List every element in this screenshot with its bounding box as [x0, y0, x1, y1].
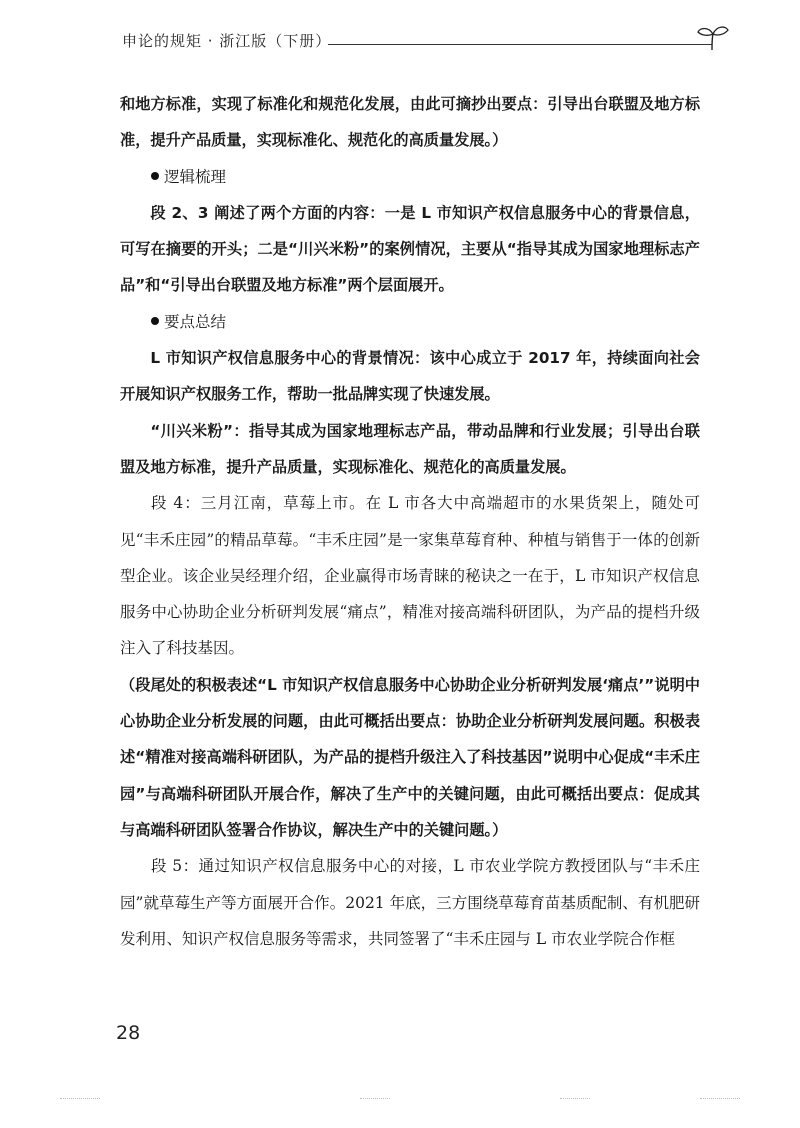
page-body [120, 86, 700, 957]
paragraph-section-4-analysis: （段尾处的积极表述“L 市知识产权信息服务中心协助企业分析研判发展‘痛点’”说明中心协助企业分析发展的问题，由此可概括出要点：协助企业分析研判发展问题。积极表述“精准对接高端科研团队，为产品的提档升级注入了科技基因”说明中心促成“丰禾庄园”与高端科研团队开展合作，解决了生产中的关键问题，由此可概括出要点：促成其与高端科研团队签署合作协议，解决生产中的关键问题。） [120, 675, 700, 839]
heading-label: 要点总结 [164, 312, 227, 331]
scan-artifact [60, 1098, 100, 1102]
paragraph-section-4: 段 4：三月江南，草莓上市。在 L 市各大中高端超市的水果货架上，随处可见“丰禾庄园”的精品草莓。“丰禾庄园”是一家集草莓育种、种植与销售于一体的创新型企业。该企业吴经理介绍，企业赢得市场青睐的秘诀之一在于，L 市知识产权信息服务中心协助企业分析研判发展“痛点”，精准对接高端科研团队，为产品的提档升级注入了科技基因。 [120, 494, 700, 658]
paragraph-summary-continued: 和地方标准，实现了标准化和规范化发展，由此可摘抄出要点：引导出台联盟及地方标准，提升产品质量，实现标准化、规范化的高质量发展。） [120, 95, 700, 150]
paragraph-logic: 段 2、3 阐述了两个方面的内容：一是 L 市知识产权信息服务中心的背景信息，可写在摘要的开头；二是“川兴米粉”的案例情况，主要从“指导其成为国家地理标志产品”和“引导出台联盟及地方标准”两个层面展开。 [120, 203, 700, 295]
header-rule [328, 44, 712, 45]
paragraph-chuanxing: “川兴米粉”：指导其成为国家地理标志产品，带动品牌和行业发展；引导出台联盟及地方标准，提升产品质量，实现标准化、规范化的高质量发展。 [120, 421, 700, 476]
book-title: 申论的规矩 · 浙江版（下册） [122, 32, 332, 50]
heading-label: 逻辑梳理 [164, 167, 227, 186]
section-heading-logic [120, 159, 700, 195]
scan-artifact [360, 1098, 390, 1102]
section-heading-summary [120, 304, 700, 340]
page-number: 28 [116, 1022, 141, 1044]
scan-artifact [560, 1098, 590, 1102]
sprout-icon [692, 22, 732, 52]
paragraph-center-background: L 市知识产权信息服务中心的背景情况：该中心成立于 2017 年，持续面向社会开展知识产权服务工作，帮助一批品牌实现了快速发展。 [120, 349, 700, 404]
bullet-icon [151, 317, 159, 325]
scan-artifact [700, 1098, 740, 1102]
paragraph-section-5: 段 5：通过知识产权信息服务中心的对接，L 市农业学院方教授团队与“丰禾庄园”就草莓生产等方面展开合作。2021 年底，三方围绕草莓育苗基质配制、有机肥研发利用、知识产权信息服务等需求，共同签署了“丰禾庄园与 L 市农业学院合作框 [120, 857, 700, 948]
running-header [122, 28, 722, 56]
bullet-icon [151, 172, 159, 180]
